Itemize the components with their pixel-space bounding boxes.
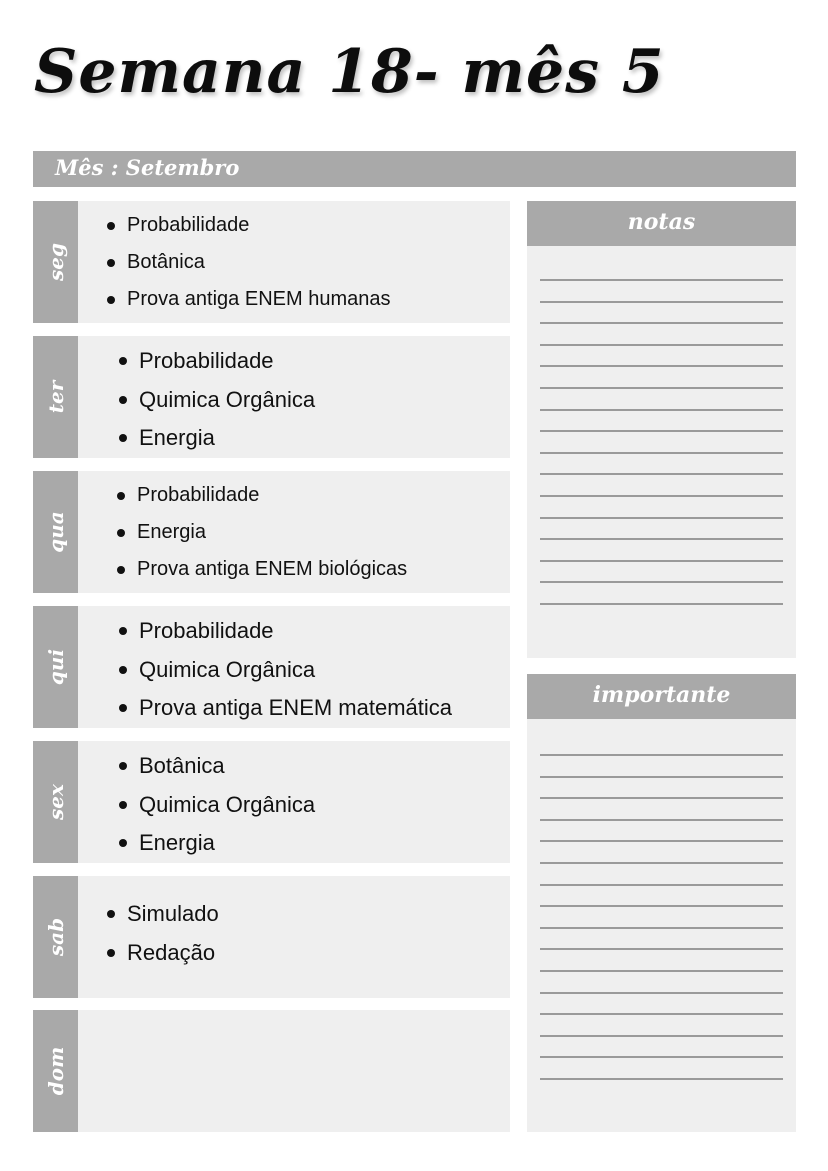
task-item: Prova antiga ENEM biológicas	[115, 551, 504, 588]
task-item: Energia	[117, 824, 504, 863]
important-panel	[527, 674, 796, 1132]
day-row-qui	[33, 606, 510, 728]
day-tab	[33, 1010, 78, 1132]
day-row-ter	[33, 336, 510, 458]
task-list	[117, 747, 504, 863]
important-title: importante	[527, 674, 796, 719]
day-label: ter	[43, 380, 68, 414]
month-bar	[33, 151, 796, 187]
task-item: Prova antiga ENEM matemática	[117, 689, 504, 728]
task-item: Probabilidade	[105, 207, 504, 244]
day-row-dom	[33, 1010, 510, 1132]
task-item: Redação	[105, 934, 504, 973]
day-label: sab	[43, 917, 68, 957]
notes-lines	[540, 279, 783, 625]
task-list	[105, 207, 504, 318]
day-label: qui	[43, 648, 68, 686]
important-lines	[540, 754, 783, 1100]
day-tab	[33, 741, 78, 863]
month-label: Mês : Setembro	[55, 155, 240, 180]
day-row-sab	[33, 876, 510, 998]
task-item: Botânica	[117, 747, 504, 786]
task-list	[117, 612, 504, 728]
task-item: Probabilidade	[115, 477, 504, 514]
day-tab	[33, 201, 78, 323]
task-item: Botânica	[105, 244, 504, 281]
task-list	[117, 342, 504, 458]
task-list	[105, 895, 504, 972]
task-item: Energia	[117, 419, 504, 458]
day-row-seg	[33, 201, 510, 323]
task-item: Quimica Orgânica	[117, 786, 504, 825]
day-tab	[33, 471, 78, 593]
task-item: Quimica Orgânica	[117, 651, 504, 690]
task-item: Probabilidade	[117, 612, 504, 651]
task-item: Prova antiga ENEM humanas	[105, 281, 504, 318]
day-tab	[33, 606, 78, 728]
task-item: Energia	[115, 514, 504, 551]
day-tab	[33, 336, 78, 458]
notes-title: notas	[527, 201, 796, 246]
task-list	[115, 477, 504, 588]
page-title: Semana 18- mês 5	[34, 37, 665, 107]
day-label: sex	[43, 784, 68, 820]
day-label: seg	[43, 243, 68, 281]
task-item: Probabilidade	[117, 342, 504, 381]
day-label: dom	[43, 1046, 68, 1096]
day-row-sex	[33, 741, 510, 863]
day-tab	[33, 876, 78, 998]
day-row-qua	[33, 471, 510, 593]
day-label: qua	[43, 511, 68, 553]
notes-panel	[527, 201, 796, 658]
task-item: Quimica Orgânica	[117, 381, 504, 420]
task-item: Simulado	[105, 895, 504, 934]
